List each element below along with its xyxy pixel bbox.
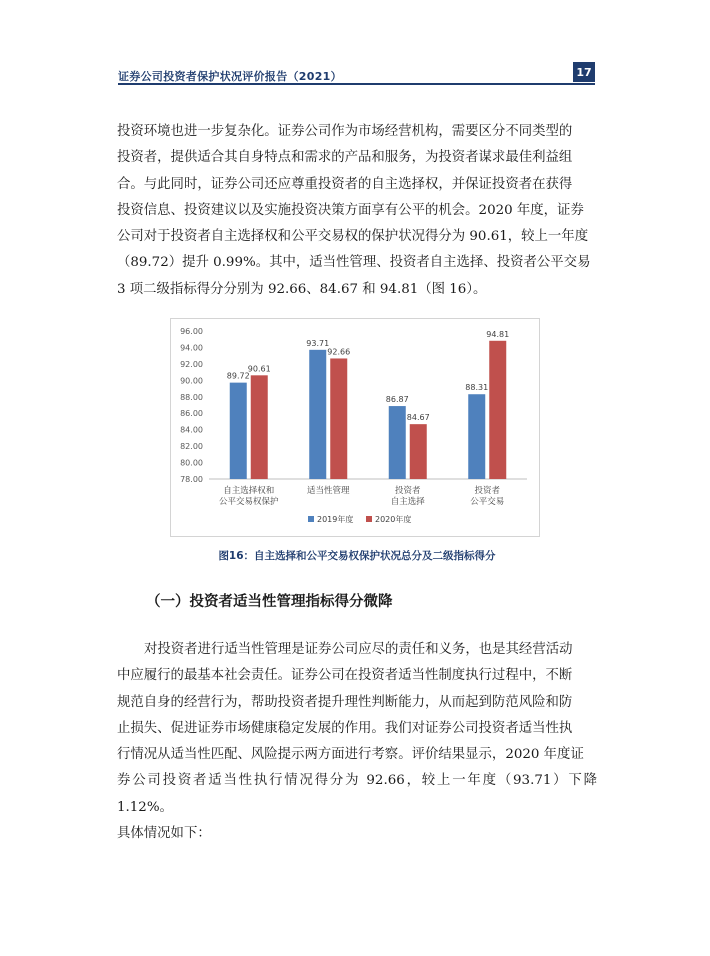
legend-swatch xyxy=(366,516,372,522)
body-paragraph-2 xyxy=(117,637,597,847)
page-header xyxy=(118,62,595,86)
legend-label: 2020年度 xyxy=(375,515,412,524)
y-tick-label: 86.00 xyxy=(180,409,203,419)
chart-canvas xyxy=(171,319,539,536)
y-tick-label: 82.00 xyxy=(180,442,203,452)
bar-series-2 xyxy=(251,375,268,479)
section-heading: （一）投资者适当性管理指标得分微降 xyxy=(146,593,393,610)
y-tick-label: 90.00 xyxy=(180,376,203,386)
x-tick-label: 自主选择 xyxy=(390,497,425,507)
paragraph-line: 投资者，提供适合其自身特点和需求的产品和服务，为投资者谋求最佳利益组 xyxy=(117,150,573,166)
bar-series-2 xyxy=(489,341,506,479)
page-number: 17 xyxy=(573,62,595,82)
paragraph-line: 投资信息、投资建议以及实施投资决策方面享有公平的机会。2020 年度，证券 xyxy=(117,202,584,218)
data-label: 93.71 xyxy=(306,338,330,348)
data-label: 94.81 xyxy=(486,329,510,339)
paragraph-line: 公司对于投资者自主选择权和公平交易权的保护状况得分为 90.61，较上一年度 xyxy=(117,229,589,245)
y-tick-label: 94.00 xyxy=(180,343,203,353)
bar-series-1 xyxy=(389,406,406,479)
x-tick-label: 公平交易权保护 xyxy=(218,497,279,507)
legend-swatch xyxy=(308,516,314,522)
data-label: 92.66 xyxy=(327,347,351,357)
y-tick-label: 84.00 xyxy=(180,425,203,435)
data-label: 89.72 xyxy=(226,371,250,381)
x-tick-label: 适当性管理 xyxy=(306,486,350,496)
body-paragraph-1 xyxy=(117,119,597,303)
paragraph-line: 3 项二级指标得分分别为 92.66、84.67 和 94.81（图 16）。 xyxy=(117,281,487,297)
bar-series-2 xyxy=(410,424,427,479)
paragraph-line: 止损失、促进证券市场健康稳定发展的作用。我们对证券公司投资者适当性执 xyxy=(117,720,573,736)
y-tick-label: 78.00 xyxy=(180,475,203,484)
y-tick-label: 92.00 xyxy=(180,359,203,369)
report-title: 证券公司投资者保护状况评价报告（2021） xyxy=(118,70,342,83)
paragraph-line: 合。与此同时，证券公司还应尊重投资者的自主选择权，并保证投资者在获得 xyxy=(117,176,573,192)
data-label: 88.31 xyxy=(465,383,489,393)
bar-chart xyxy=(170,318,540,537)
paragraph-line: 中应履行的最基本社会责任。证券公司在投资者适当性制度执行过程中，不断 xyxy=(117,668,573,684)
data-label: 90.61 xyxy=(247,364,271,374)
bar-series-2 xyxy=(330,358,347,479)
paragraph-line: （89.72）提升 0.99%。其中，适当性管理、投资者自主选择、投资者公平交易 xyxy=(117,255,591,271)
paragraph-line: 行情况从适当性匹配、风险提示两方面进行考察。评价结果显示，2020 年度证 xyxy=(117,747,584,763)
paragraph-line: 具体情况如下： xyxy=(117,826,211,842)
y-tick-label: 96.00 xyxy=(180,327,203,336)
data-label: 84.67 xyxy=(406,413,430,423)
x-tick-label: 投资者 xyxy=(394,486,421,496)
legend-label: 2019年度 xyxy=(317,515,354,524)
paragraph-line: 规范自身的经营行为，帮助投资者提升理性判断能力，从而起到防范风险和防 xyxy=(117,694,573,710)
x-tick-label: 投资者 xyxy=(474,486,501,496)
y-tick-label: 88.00 xyxy=(180,392,203,402)
header-divider xyxy=(118,83,595,85)
y-tick-label: 80.00 xyxy=(180,458,203,468)
paragraph-line: 投资环境也进一步复杂化。证券公司作为市场经营机构，需要区分不同类型的 xyxy=(117,124,573,139)
bar-series-1 xyxy=(468,394,485,479)
data-label: 86.87 xyxy=(385,395,409,405)
x-tick-label: 自主选择权和 xyxy=(223,486,275,496)
paragraph-line: 对投资者进行适当性管理是证券公司应尽的责任和义务，也是其经营活动 xyxy=(144,642,573,657)
bar-series-1 xyxy=(309,350,326,479)
figure-caption: 图16：自主选择和公平交易权保护状况总分及二级指标得分 xyxy=(218,550,496,562)
bar-series-1 xyxy=(230,383,247,479)
x-tick-label: 公平交易 xyxy=(470,497,505,507)
paragraph-line: 券公司投资者适当性执行情况得分为 92.66，较上一年度（93.71）下降 1.12%。 xyxy=(117,773,597,815)
